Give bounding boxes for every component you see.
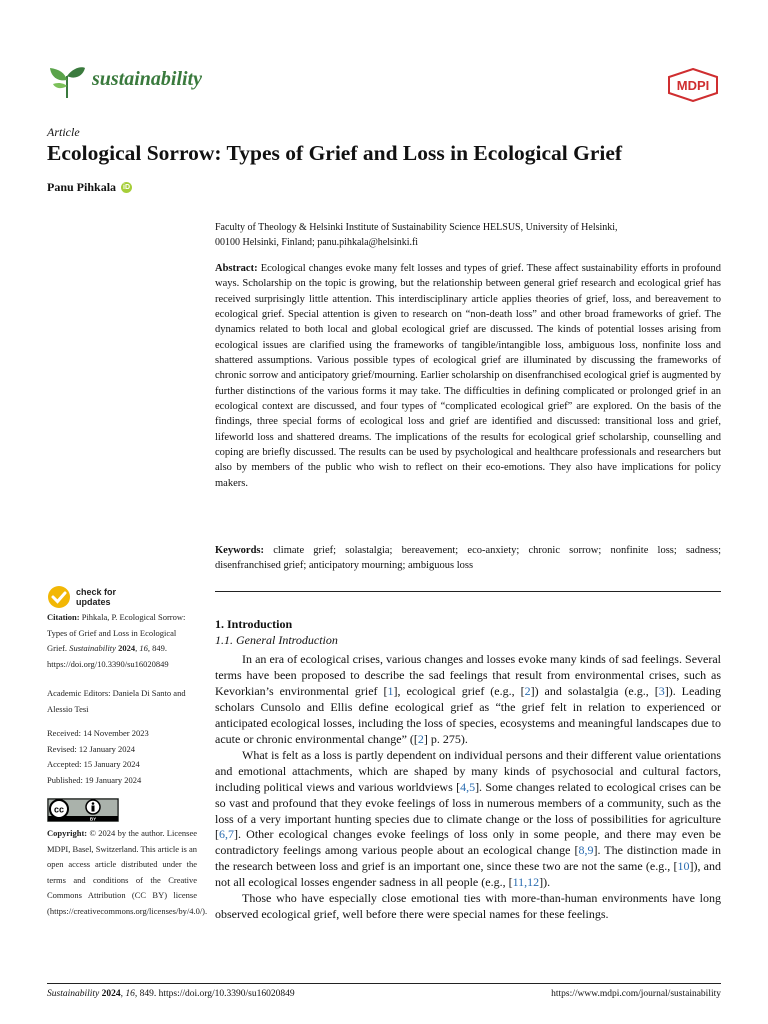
editors-block [47,686,197,717]
received-date: Received: 14 November 2023 [47,728,149,738]
abstract-label: Abstract: [215,263,258,274]
affiliation [215,220,721,250]
cc-by-license-icon[interactable] [47,798,119,822]
text-run: ]). [539,875,551,890]
keywords [215,543,721,574]
copyright-label: Copyright: [47,828,88,838]
orcid-icon[interactable]: iD [123,184,131,191]
citation-block [47,610,197,672]
text-run: ]. Some changes related to ecological crises can be so vast and profound that they evoke feelings of loss in numerous members of a community, such as the loss of a very important hunting species due to climate change or the loss of possibilities for agriculture [ [215,779,721,842]
footer-year: 2024 [101,989,121,999]
ref-link[interactable]: 2 [417,731,424,746]
ref-link[interactable]: 3 [658,683,665,698]
mdpi-logo-text: MDPI [676,78,710,93]
check-updates-text [76,587,116,607]
ref-link[interactable]: 11,12 [512,875,540,890]
ref-link[interactable]: 1 [387,683,394,698]
subsection-heading: 1.1. General Introduction [215,633,338,647]
citation-text: Citation: Pihkala, P. Ecological Sorrow: Types of Grief and Loss in Ecological Grief. Sustainability 2024, 16, 849. https://doi.org/10.3390/su16020849 [47,612,186,669]
citation-year: 2024 [118,643,136,653]
body-text [215,652,721,923]
text-run: ] p. 275). [423,731,468,746]
ref-link[interactable]: 8,9 [578,843,594,858]
footer-citation: Sustainability 2024, 16, 849. https://doi.org/10.3390/su16020849 [47,989,295,999]
abstract [215,261,721,491]
check-for-updates-button[interactable] [47,585,116,609]
copyright-body: © 2024 by the author. Licensee MDPI, Basel, Switzerland. This article is an open access article distributed under the terms and conditions of the Creative Commons Attribution (CC BY) license (https://creativecommons.org/licenses/by/4.0/). [47,828,208,916]
author-line [47,180,132,195]
citation-volume: 16 [139,643,148,653]
footer-journal: Sustainability [47,989,100,999]
published-date: Published: 19 January 2024 [47,774,142,785]
abstract-text: Ecological changes evoke many felt losses and types of grief. These affect sustainability efforts in profound ways. Scholarship on the topic is growing, but the relationship between general grief research and ecological grief has received surprisingly little attention. This interdisciplinary article applies theories of grief, loss, and bereavement to ecological grief. Special attention is given to research on “non-death loss” and other broad frameworks of grief. The dynamics related to both local and global ecological grief are discussed. The kinds of potential losses arising from ecological issues are clarified using the frameworks of tangible/intangible loss, ambiguous loss, nonfinite loss and shattered assumptions. Various possible types of ecological grief are illuminated by discussing the frameworks of chronic sorrow and anticipatory grief/mourning. Earlier scholarship on disenfranchised ecological grief is augmented by further distinctions of the various forms it may take. The difficulties in defining complicated or prolonged grief in an ecological context are discussed, and four types of “complicated ecological grief” are explored. On the basis of the findings, three special forms of ecological loss and grief are identified and discussed: transitional loss and grief, lifeworld loss and shattered dreams. The implications of the results for ecological grief scholarship, counselling and coping are briefly discussed. The results can be used by psychological and healthcare professionals and researchers but also by members of the public who wish to reflect on their eco-emotions. They also have implications for policy makers. [215,263,721,489]
mdpi-logo-icon [666,68,720,102]
check-updates-line-1: check for [76,587,117,597]
sustainability-logo-icon [47,64,87,100]
cc-by-text: BY [89,816,97,822]
footer-volume: 16 [125,989,135,999]
ref-link[interactable]: 4,5 [460,779,476,794]
text-run: ]) and solastalgia (e.g., [ [530,683,659,698]
text-run: ]. The distinction made in the research between loss and grief is an important one, since these two are not the same (e.g., [ [215,843,722,874]
paragraph-1 [215,652,721,748]
revised-date: Revised: 12 January 2024 [47,743,136,754]
check-updates-icon [47,585,71,609]
footer-divider [47,983,721,984]
text-run: ]. Other ecological changes evoke feelings of loss only in some people, and there may even be contradictory feelings among various people about an ecological change [ [215,827,721,858]
paragraph-3: Those who have especially close emotional ties with more-than-human environments have long observed ecological grief, well before there were special names for these feelings. [215,891,721,922]
text-run: ], ecological grief (e.g., [ [393,683,525,698]
keywords-text: climate grief; solastalgia; bereavement; eco-anxiety; chronic sorrow; nonfinite loss; sadness; disenfranchised grief; anticipatory mourning; ambiguous loss [215,545,722,572]
text-run: In an era of ecological crises, various changes and losses evoke many kinds of sad feelings. Several terms have been proposed to describe the sad feelings that result from environmental crises, such as Kevorkian’s environmental grief [ [215,652,721,698]
dates-block [47,726,197,788]
affiliation-line-2: 00100 Helsinki, Finland; panu.pihkala@helsinki.fi [215,237,419,248]
text-run: ]), and not all ecological losses engender sadness in all people (e.g., [ [215,859,721,890]
article-title: Ecological Sorrow: Types of Grief and Loss in Ecological Grief [47,141,623,165]
article-type: Article [47,125,80,139]
copyright-text [47,826,208,919]
paragraph-2 [215,748,721,892]
editors-names: Daniela Di Santo and Alessio Tesi [47,688,186,714]
footer-doi[interactable]: , 849. https://doi.org/10.3390/su16020849 [134,989,295,999]
author-name[interactable]: Panu Pihkala [47,180,117,194]
ref-link[interactable]: 6,7 [219,827,234,842]
affiliation-line-1: Faculty of Theology & Helsinki Institute of Sustainability Science HELSUS, University of Helsinki, [215,222,618,233]
journal-name: sustainability [92,68,203,90]
citation-label: Citation: [47,612,80,622]
citation-journal: Sustainability [69,643,116,653]
text-run: ]). Leading scholars Cunsolo and Ellis define ecological grief as “the grief felt in relation to experienced or anticipated ecological losses, including the loss of species, ecosystems and meaningful landscapes due to acute or chronic environmental change” ([ [215,683,721,746]
citation-part: Pihkala, P. Ecological Sorrow: Types of Grief and Loss in Ecological Grief. [47,612,186,653]
cc-text: cc [53,804,65,815]
citation-doi[interactable]: , 849. https://doi.org/10.3390/su16020849 [47,643,169,669]
accepted-date: Accepted: 15 January 2024 [47,759,140,769]
section-heading: 1. Introduction [215,617,293,631]
editors-text [47,686,197,717]
ref-link[interactable]: 2 [524,683,531,698]
section-divider [215,591,721,592]
keywords-label: Keywords: [215,545,264,556]
ref-link[interactable]: 10 [677,859,690,874]
check-updates-line-2: updates [76,597,111,607]
footer-journal-url[interactable]: https://www.mdpi.com/journal/sustainability [551,989,721,999]
editors-label: Academic Editors: [47,688,111,698]
copyright-block [47,826,208,919]
text-run: What is felt as a loss is partly dependent on individual persons and their different value orientations and emotional attachments, which are shaped by many kinds of psychosocial and cultural factors, including political views and various worldviews [ [215,747,721,794]
